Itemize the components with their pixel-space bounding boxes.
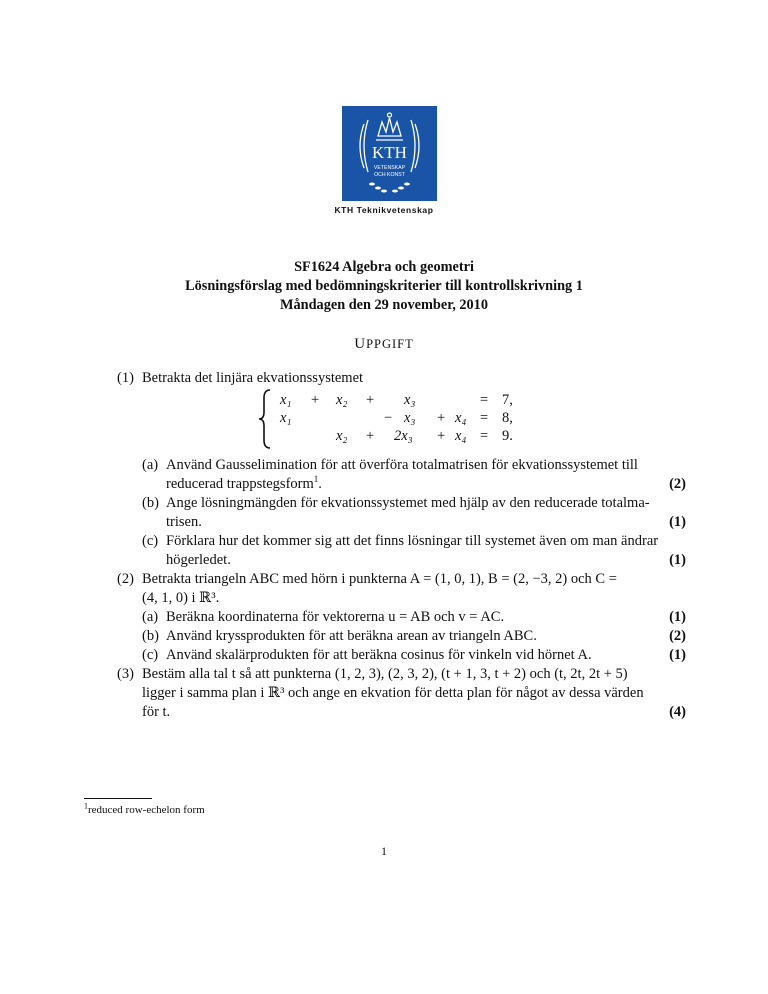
problem-1a-label: (a) (142, 457, 159, 473)
footnote: $^1$reduced row-echelon form (84, 801, 205, 816)
document-date: Måndagen den 29 november, 2010 (280, 297, 488, 313)
logo-main-text: KTH (372, 143, 407, 162)
problem-1c-points: (1) (669, 552, 686, 568)
problem-2c-text: Använd skalärprodukten för att beräkna cosinus för vinkeln vid hörnet A. (1) (166, 647, 686, 663)
problem-2a-label: (a) (142, 609, 159, 625)
problem-2-number: (2) (117, 571, 134, 587)
footnote-ref: 1 (313, 474, 319, 485)
left-brace (258, 388, 272, 450)
problem-2c-points: (1) (669, 647, 686, 663)
kth-logo (342, 106, 437, 201)
problem-2b-points: (2) (669, 628, 686, 644)
problem-1-intro: Betrakta det linjära ekvationssystemet (142, 370, 364, 386)
equation-system: x₁ + x₂ + x₃ = 7, x₁ − x₃ + x₄ = 8, x₂ + 2x₃ + x₄ = 9. (258, 388, 518, 450)
problem-1-number: (1) (117, 370, 134, 386)
course-title: SF1624 Algebra och geometri (294, 259, 474, 275)
problem-3-points: (4) (669, 704, 686, 720)
problem-1a-points: (2) (669, 476, 686, 492)
logo-caption: KTH Teknikvetenskap (334, 205, 434, 215)
page-number: 1 (381, 844, 387, 858)
section-heading: UPPGIFT (354, 336, 414, 352)
problem-1a-text: Använd Gausselimination för att överföra totalmatrisen för ekvationssystemet till reducerad trappstegsform$^1$. (2) (166, 457, 686, 492)
footnote-divider (84, 798, 152, 799)
problem-1c-text: Förklara hur det kommer sig att det finns lösningar till systemet även om man ändrar högerledet. (1) (166, 533, 686, 568)
problem-2a-text: Beräkna koordinaterna för vektorerna u = AB och v = AC. (1) (166, 609, 686, 625)
problem-1c-label: (c) (142, 533, 159, 549)
logo-line2: OCH KONST (374, 172, 405, 178)
problem-2-intro: Betrakta triangeln ABC med hörn i punkterna A = (1, 0, 1), B = (2, −3, 2) och C = (4, 1, 0) i ℝ³. (142, 571, 617, 606)
problem-2b-text: Använd kryssprodukten för att beräkna arean av triangeln ABC. (2) (166, 628, 686, 644)
problem-3-text: Bestäm alla tal t så att punkterna (1, 2, 3), (2, 3, 2), (t + 1, 3, t + 2) och (t, 2t, 2t + 5) ligger i samma plan i ℝ³ och ange en ekvation för detta plan för något av dessa värden för t. (4) (142, 666, 686, 720)
logo-line1: VETENSKAP (373, 165, 406, 171)
problem-1b-points: (1) (669, 514, 686, 530)
problem-3-number: (3) (117, 666, 134, 682)
problem-2b-label: (b) (142, 628, 159, 644)
document-subtitle: Lösningsförslag med bedömningskriterier till kontrollskrivning 1 (185, 278, 583, 294)
problem-1b-text: Ange lösningmängden för ekvationssystemet med hjälp av den reducerade totalma- trisen. (1) (166, 495, 686, 530)
problem-1b-label: (b) (142, 495, 159, 511)
problem-2c-label: (c) (142, 647, 159, 663)
problem-2a-points: (1) (669, 609, 686, 625)
